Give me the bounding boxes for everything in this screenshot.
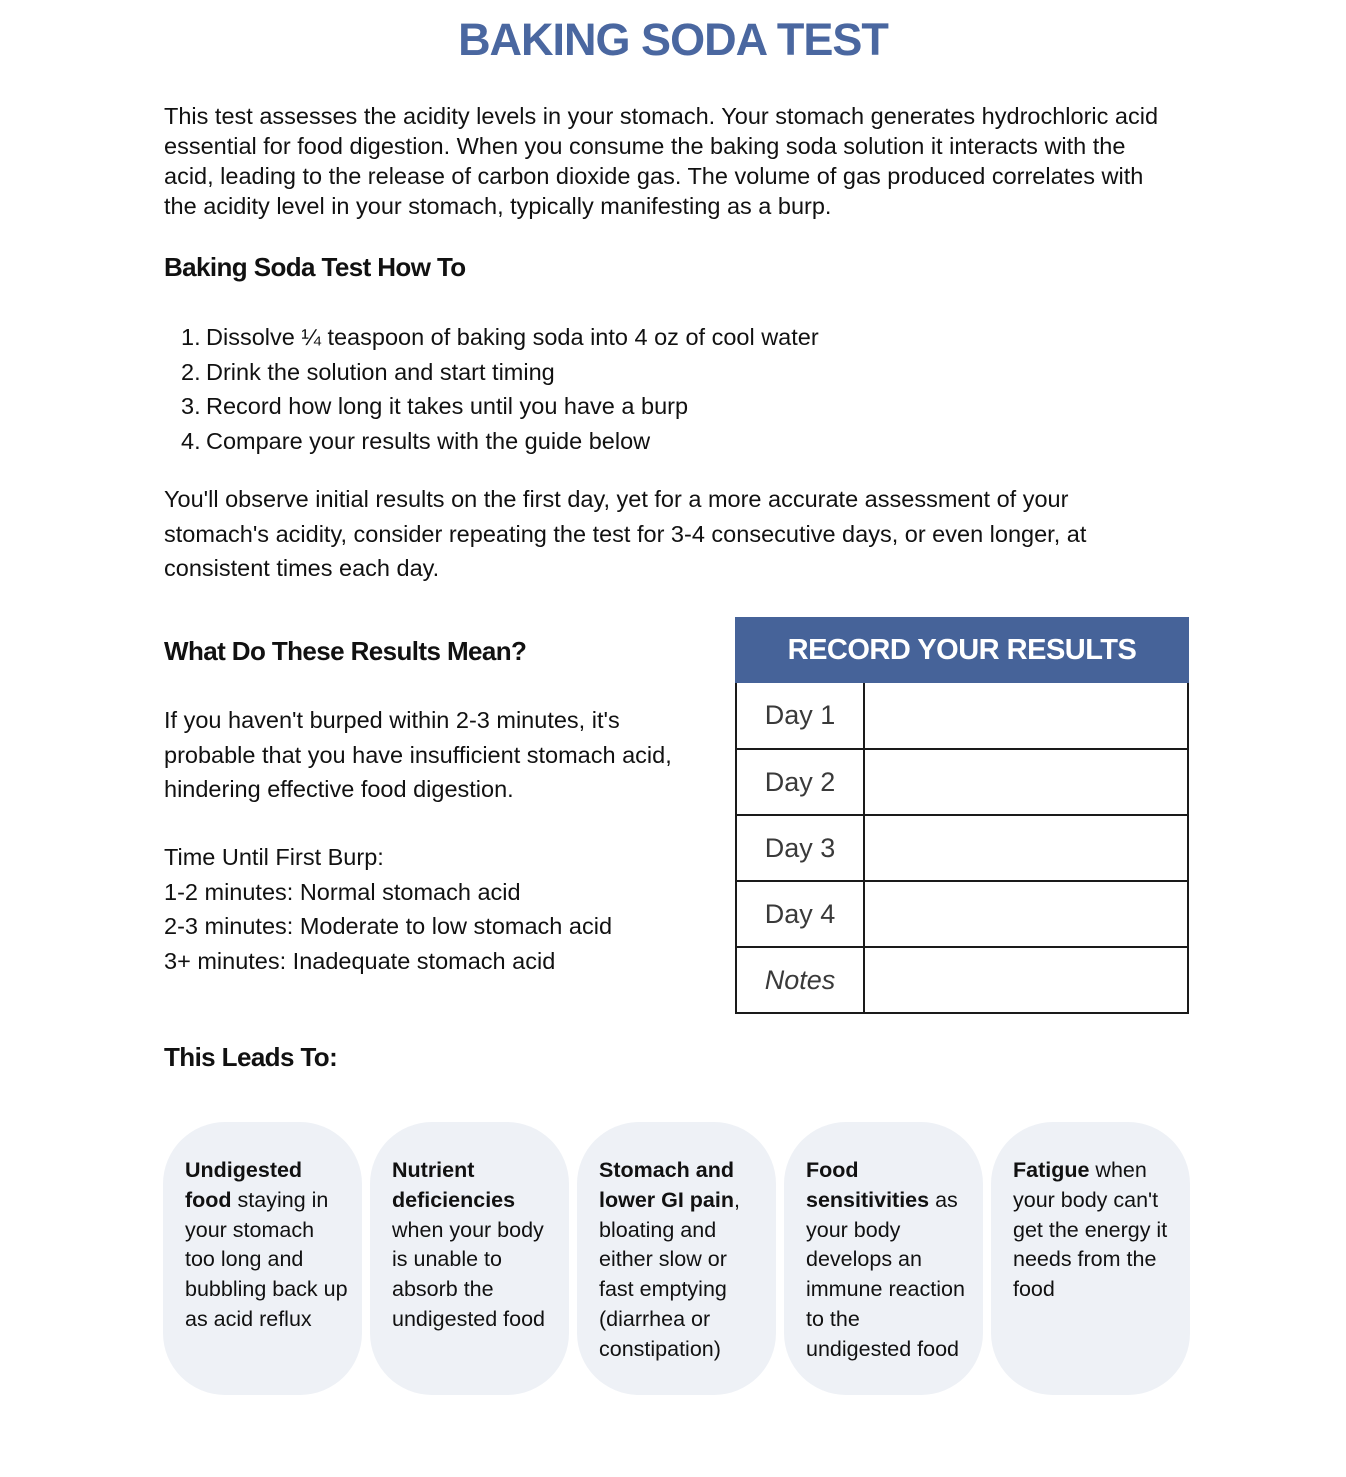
timing-item: 2-3 minutes: Moderate to low stomach acid	[164, 913, 613, 940]
results-explanation: If you haven't burped within 2-3 minutes, it's probable that you have insufficient stomach acid, hindering effective food digestion.	[164, 707, 672, 803]
table-row	[736, 947, 1188, 1013]
table-row	[736, 815, 1188, 881]
step-item: 3. Record how long it takes until you have a burp	[181, 393, 689, 420]
row-label: Day 4	[736, 881, 864, 947]
consequence-card: Undigested food staying in your stomach too long and bubbling back up as acid reflux	[163, 1122, 362, 1395]
record-results-table	[735, 617, 1189, 1014]
timing-item: 3+ minutes: Inadequate stomach acid	[164, 948, 556, 975]
step-item: 4. Compare your results with the guide below	[181, 428, 651, 455]
day-4-entry-cell[interactable]	[864, 881, 1188, 947]
record-results-header: RECORD YOUR RESULTS	[735, 617, 1189, 683]
results-heading: What Do These Results Mean?	[164, 636, 527, 666]
day-2-entry-cell[interactable]	[864, 749, 1188, 815]
consequence-card: Fatigue when your body can't get the energy it needs from the food	[991, 1122, 1190, 1395]
day-3-entry-cell[interactable]	[864, 815, 1188, 881]
row-label: Day 3	[736, 815, 864, 881]
day-1-entry-cell[interactable]	[864, 683, 1188, 749]
repeat-note: You'll observe initial results on the first day, yet for a more accurate assessment of your stomach's acidity, consider repeating the test for 3-4 consecutive days, or even longer, at consistent times each day.	[164, 486, 1087, 582]
consequence-cards	[163, 1122, 1190, 1395]
timing-label: Time Until First Burp:	[164, 844, 384, 870]
row-label: Day 1	[736, 683, 864, 749]
row-label: Day 2	[736, 749, 864, 815]
page-title: BAKING SODA TEST	[458, 14, 888, 65]
how-to-heading: Baking Soda Test How To	[164, 252, 466, 282]
table-row	[736, 749, 1188, 815]
table-row	[736, 881, 1188, 947]
step-item: 2. Drink the solution and start timing	[181, 358, 555, 385]
intro-paragraph: This test assesses the acidity levels in your stomach. Your stomach generates hydrochloric acid essential for food digestion. When you consume the baking soda solution it interacts with the acid, leading to the release of carbon dioxide gas. The volume of gas produced correlates with the acidity level in your stomach, typically manifesting as a burp.	[164, 103, 1159, 219]
notes-entry-cell[interactable]	[864, 947, 1188, 1013]
how-to-steps	[181, 320, 819, 459]
consequence-card: Food sensitivities as your body develops an immune reaction to the undigested food	[784, 1122, 983, 1395]
table-row	[736, 683, 1188, 749]
record-grid	[735, 683, 1189, 1014]
consequence-card: Stomach and lower GI pain, bloating and either slow or fast emptying (diarrhea or constipation)	[577, 1122, 776, 1395]
timing-item: 1-2 minutes: Normal stomach acid	[164, 878, 521, 905]
consequence-card: Nutrient deficiencies when your body is unable to absorb the undigested food	[370, 1122, 569, 1395]
leads-to-heading: This Leads To:	[164, 1042, 338, 1072]
step-item: 1. Dissolve ¼ teaspoon of baking soda into 4 oz of cool water	[181, 324, 819, 350]
timing-guide	[164, 840, 704, 979]
row-label: Notes	[736, 947, 864, 1013]
